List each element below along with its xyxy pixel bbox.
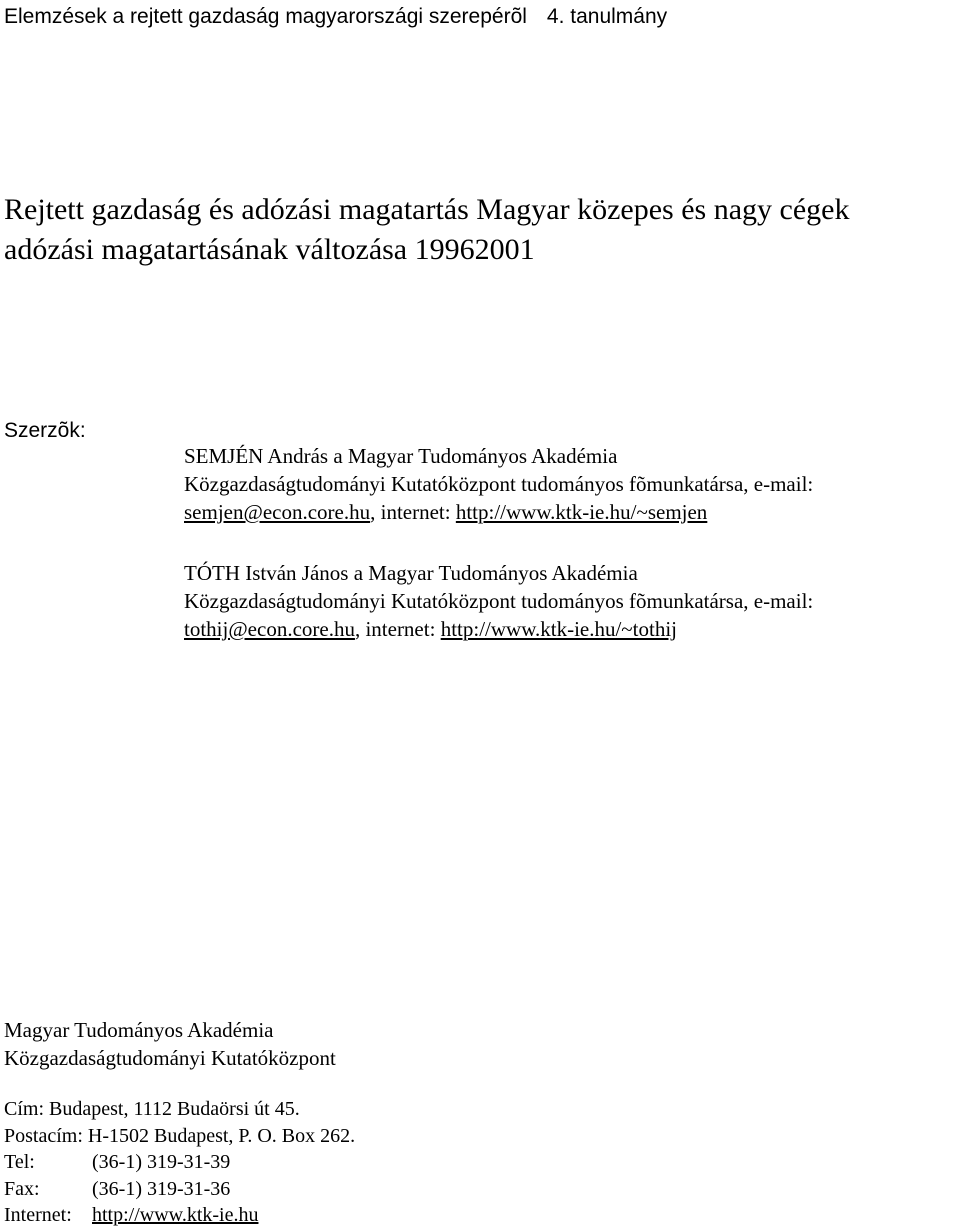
title-line-1: Rejtett gazdaság és adózási magatartás Magyar közepes és nagy cégek (4, 193, 850, 226)
internet-label: Internet: (4, 1204, 72, 1226)
author-homepage-link[interactable]: http://www.ktk-ie.hu/~tothij (440, 617, 678, 641)
author-name-line: SEMJÉN András a Magyar Tudományos Akadémia (184, 444, 618, 468)
internet-label: , internet: (370, 500, 456, 524)
author-contact-line (184, 615, 954, 643)
institution-unit: Közgazdaságtudományi Kutatóközpont (4, 1046, 336, 1070)
author-name-line: TÓTH István János a Magyar Tudományos Akadémia (184, 561, 638, 585)
internet-label: , internet: (354, 617, 441, 641)
title-line-2: adózási magatartásának változása 19962001 (4, 233, 535, 266)
fax-value: (36-1) 319-31-36 (92, 1177, 231, 1200)
phone-row (4, 1149, 355, 1176)
contact-block (4, 1096, 355, 1229)
institution-block (4, 1016, 336, 1072)
address-line: Cím: Budapest, 1112 Budaörsi út 45. (4, 1098, 300, 1120)
running-header (4, 4, 667, 30)
institution-name: Magyar Tudományos Akadémia (4, 1018, 274, 1042)
author-entry (184, 559, 954, 643)
author-entry (184, 442, 954, 526)
author-affiliation-line: Közgazdaságtudományi Kutatóközpont tudományos fõmunkatársa, e-mail: (184, 589, 814, 613)
authors-label: Szerzõk: (4, 419, 86, 442)
postal-address-line: Postacím: H-1502 Budapest, P. O. Box 262. (4, 1124, 356, 1147)
author-email-link[interactable]: tothij@econ.core.hu (184, 617, 355, 641)
internet-row (4, 1202, 355, 1229)
author-affiliation-line: Közgazdaságtudományi Kutatóközpont tudományos fõmunkatársa, e-mail: (184, 472, 814, 496)
fax-row (4, 1176, 355, 1203)
author-email-link[interactable]: semjen@econ.core.hu (184, 500, 371, 524)
phone-value: (36-1) 319-31-39 (92, 1151, 231, 1173)
author-contact-line (184, 498, 954, 526)
author-homepage-link[interactable]: http://www.ktk-ie.hu/~semjen (455, 500, 708, 524)
header-number: 4. tanulmány (546, 5, 668, 28)
fax-label: Fax: (4, 1177, 40, 1200)
phone-label: Tel: (4, 1151, 35, 1173)
header-series: Elemzések a rejtett gazdaság magyarországi szerepérõl (4, 5, 527, 28)
website-link[interactable]: http://www.ktk-ie.hu (92, 1204, 259, 1226)
document-title (4, 190, 954, 270)
